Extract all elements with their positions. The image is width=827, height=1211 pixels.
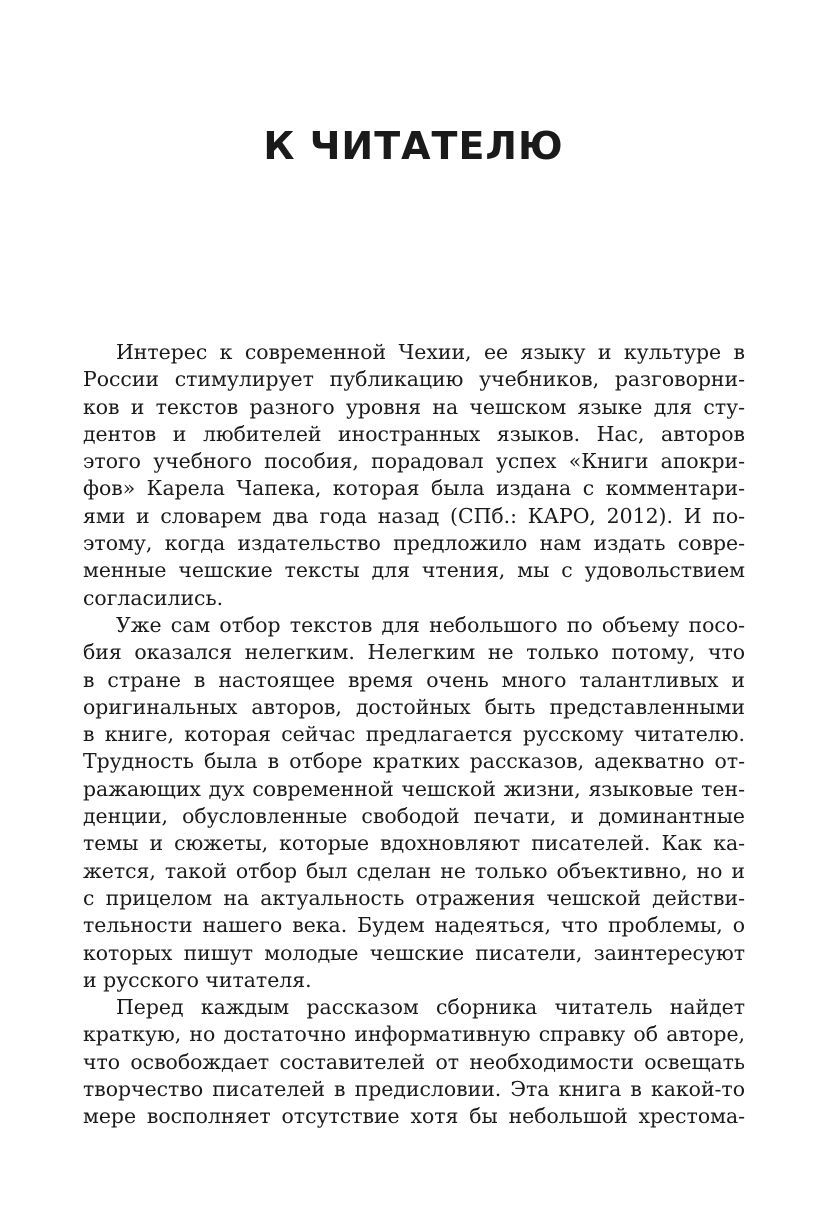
text-line: в стране в настоящее время очень много талантливых и	[83, 667, 745, 692]
text-line: денции, обусловленные свободой печати, и доминантные	[83, 804, 745, 829]
text-line: ражающих дух современной чешской жизни, языковые тен-	[83, 776, 745, 801]
text-line: мере восполняет отсутствие хотя бы небольшой хрестома-	[83, 1104, 745, 1129]
body-text	[83, 339, 745, 1131]
text-line: тельности нашего века. Будем надеяться, что проблемы, о	[83, 913, 745, 938]
text-line: что освобождает составителей от необходимости освещать	[83, 1049, 745, 1074]
text-line: творчество писателей в предисловии. Эта книга в какой-то	[83, 1077, 745, 1102]
text-line: и русского читателя.	[83, 967, 312, 992]
text-line: фов» Карела Чапека, которая была издана с комментари-	[83, 476, 745, 501]
text-line: Перед каждым рассказом сборника читатель найдет	[116, 995, 745, 1020]
text-line: России стимулирует публикацию учебников, разговорни-	[83, 367, 745, 392]
text-line: темы и сюжеты, которые вдохновляют писателей. Как ка-	[83, 831, 745, 856]
text-line: Трудность была в отборе кратких рассказов, адекватно от-	[83, 749, 745, 774]
text-line: этого учебного пособия, порадовал успех «Книги апокри-	[83, 449, 745, 474]
text-line: согласились.	[83, 585, 224, 610]
text-line: этому, когда издательство предложило нам издать совре-	[83, 531, 745, 556]
text-line: краткую, но достаточно информативную справку об авторе,	[83, 1022, 745, 1047]
paragraph	[83, 339, 745, 612]
paragraph	[83, 612, 745, 994]
text-line: жется, такой отбор был сделан не только объективно, но и	[83, 858, 745, 883]
text-line: Интерес к современной Чехии, ее языку и культуре в	[116, 340, 745, 364]
text-line: оригинальных авторов, достойных быть представленными	[83, 694, 745, 719]
text-line: ков и текстов разного уровня на чешском языке для сту-	[83, 394, 745, 419]
text-line: ями и словарем два года назад (СПб.: КАРО, 2012). И по-	[83, 503, 745, 528]
text-line: в книге, которая сейчас предлагается русскому читателю.	[83, 722, 745, 747]
paragraph	[83, 994, 745, 1130]
page-title: К ЧИТАТЕЛЮ	[263, 124, 564, 168]
text-line: дентов и любителей иностранных языков. Нас, авторов	[83, 421, 745, 446]
text-line: которых пишут молодые чешские писатели, заинтересуют	[83, 940, 745, 965]
text-line: с прицелом на актуальность отражения чешской действи-	[83, 885, 745, 910]
text-line: Уже сам отбор текстов для небольшого по объему посо-	[116, 612, 745, 637]
text-line: менные чешские тексты для чтения, мы с удовольствием	[83, 558, 745, 583]
text-line: бия оказался нелегким. Нелегким не только потому, что	[83, 640, 745, 665]
